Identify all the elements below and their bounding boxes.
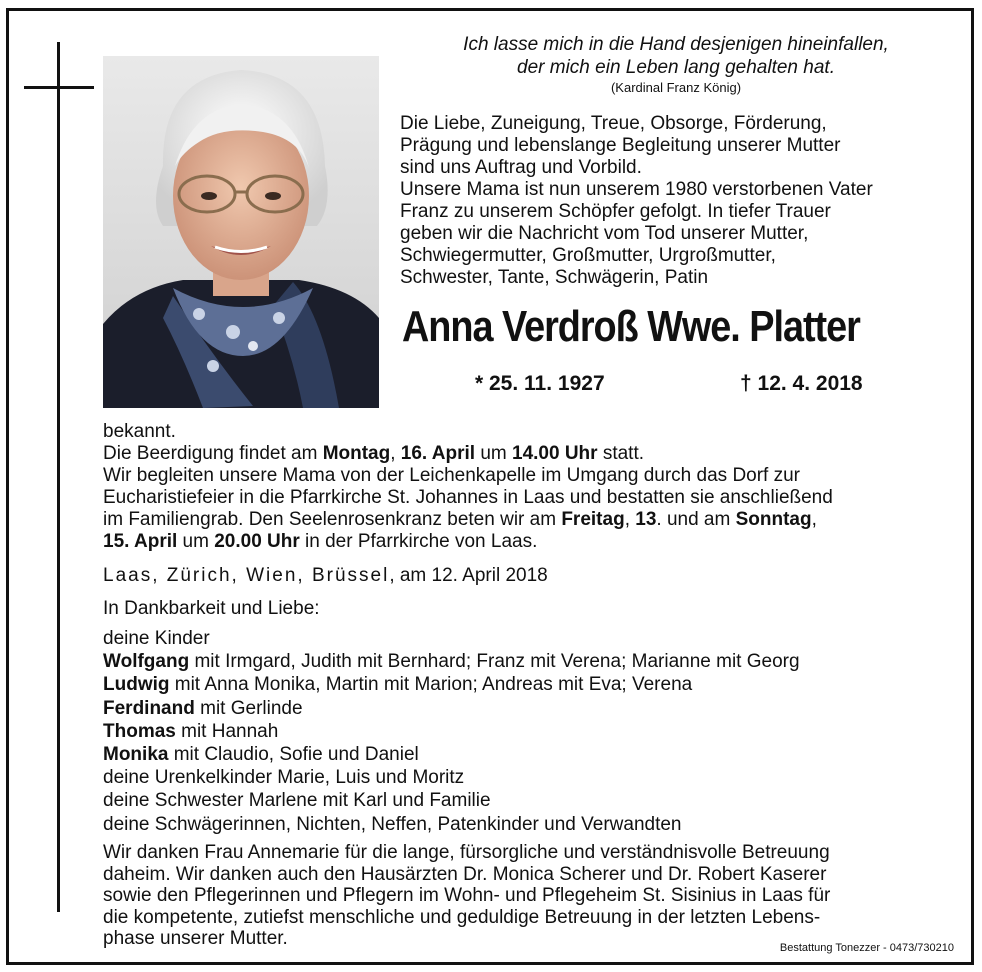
text: mit Anna Monika, Martin mit Marion; Andreas mit Eva; Verena xyxy=(169,674,693,696)
date-bold: 13 xyxy=(635,509,657,530)
portrait-illustration xyxy=(103,56,379,408)
child-name: Thomas xyxy=(103,720,176,742)
date-bold: 16. April xyxy=(400,443,476,464)
quote-line-2: der mich ein Leben lang gehalten hat. xyxy=(517,57,835,78)
text: , xyxy=(624,509,636,530)
places-date-line xyxy=(103,565,548,587)
intro-line: Schwester, Tante, Schwägerin, Patin xyxy=(400,267,709,288)
child-name: Wolfgang xyxy=(103,651,190,673)
closing-line: sowie den Pflegerinnen und Pflegern im Wohn- und Pflegeheim St. Sisinius in Laas für xyxy=(103,885,831,906)
child-name: Ferdinand xyxy=(103,697,195,719)
quote-author: (Kardinal Franz König) xyxy=(610,80,742,95)
cross-horizontal xyxy=(24,86,94,89)
family-line: deine Schwester Marlene mit Karl und Familie xyxy=(103,790,491,812)
family-list xyxy=(103,627,800,836)
text: , xyxy=(811,509,817,530)
body-line xyxy=(103,509,963,531)
closing-line: phase unserer Mutter. xyxy=(103,928,288,949)
death-date: † 12. 4. 2018 xyxy=(740,372,863,395)
text: statt. xyxy=(597,443,645,464)
closing-line: daheim. Wir danken auch den Hausärzten Dr. Monica Scherer und Dr. Robert Kaserer xyxy=(103,863,827,885)
intro-line: Franz zu unserem Schöpfer gefolgt. In tiefer Trauer xyxy=(400,201,831,222)
family-line xyxy=(103,673,800,696)
places-date: , am 12. April 2018 xyxy=(389,565,548,586)
day-bold: Freitag xyxy=(561,509,625,530)
time-bold: 20.00 Uhr xyxy=(214,531,300,552)
text: im Familiengrab. Den Seelenrosenkranz beten wir am xyxy=(103,509,562,530)
text: , xyxy=(390,443,401,464)
text: um xyxy=(475,443,513,464)
day-bold: Montag xyxy=(322,443,391,464)
body-line xyxy=(103,531,963,553)
closing-line: Wir danken Frau Annemarie für die lange, fürsorgliche und verständnisvolle Betreuung xyxy=(103,842,830,863)
text: mit Hannah xyxy=(175,720,279,742)
intro-line: geben wir die Nachricht vom Tod unserer Mutter, xyxy=(400,223,809,244)
text: Die Beerdigung findet am xyxy=(103,443,323,464)
cross-vertical xyxy=(57,42,60,912)
deceased-name: Anna Verdroß Wwe. Platter xyxy=(402,302,860,351)
body-line: Eucharistiefeier in die Pfarrkirche St. Johannes in Laas und bestatten sie anschließend xyxy=(103,487,833,508)
text: um xyxy=(177,531,215,552)
text: mit Gerlinde xyxy=(194,697,303,719)
family-line: deine Urenkelkinder Marie, Luis und Moritz xyxy=(103,767,465,789)
body-line: Wir begleiten unsere Mama von der Leichenkapelle im Umgang durch das Dorf zur xyxy=(103,465,801,486)
quote-line-1: Ich lasse mich in die Hand desjenigen hineinfallen, xyxy=(463,34,889,55)
quote-block xyxy=(400,33,952,97)
text: in der Pfarrkirche von Laas. xyxy=(299,531,538,552)
intro-line: Die Liebe, Zuneigung, Treue, Obsorge, Förderung, xyxy=(400,113,827,134)
child-name: Ludwig xyxy=(103,674,170,696)
family-line: deine Kinder xyxy=(103,628,210,649)
birth-date: * 25. 11. 1927 xyxy=(475,372,605,395)
text: mit Irmgard, Judith mit Bernhard; Franz mit Verena; Marianne mit Georg xyxy=(189,651,800,673)
family-line xyxy=(103,697,800,720)
intro-line: Unsere Mama ist nun unserem 1980 verstorbenen Vater xyxy=(400,179,873,200)
closing-line: die kompetente, zutiefst menschliche und geduldige Betreuung in der letzten Lebens- xyxy=(103,906,821,928)
body-line: bekannt. xyxy=(103,421,176,442)
closing-thanks xyxy=(103,842,963,950)
thanks-heading: In Dankbarkeit und Liebe: xyxy=(103,598,320,619)
family-line xyxy=(103,720,800,743)
family-line xyxy=(103,650,800,673)
body-line xyxy=(103,443,963,465)
intro-text xyxy=(400,113,960,289)
intro-line: Schwiegermutter, Großmutter, Urgroßmutter, xyxy=(400,245,776,266)
places-cities: Laas, Zürich, Wien, Brüssel xyxy=(103,565,390,586)
intro-line: Prägung und lebenslange Begleitung unserer Mutter xyxy=(400,135,841,156)
day-bold: Sonntag xyxy=(735,509,812,530)
text: . und am xyxy=(656,509,736,530)
portrait-photo xyxy=(103,56,379,408)
time-bold: 14.00 Uhr xyxy=(512,443,598,464)
funeral-details xyxy=(103,421,963,553)
undertaker-credit: Bestattung Tonezzer - 0473/730210 xyxy=(779,942,954,954)
text: mit Claudio, Sofie und Daniel xyxy=(168,744,419,766)
family-line: deine Schwägerinnen, Nichten, Neffen, Patenkinder und Verwandten xyxy=(103,813,682,835)
family-line xyxy=(103,743,800,766)
intro-line: sind uns Auftrag und Vorbild. xyxy=(400,157,642,178)
child-name: Monika xyxy=(103,744,169,766)
date-bold: 15. April xyxy=(103,531,178,552)
